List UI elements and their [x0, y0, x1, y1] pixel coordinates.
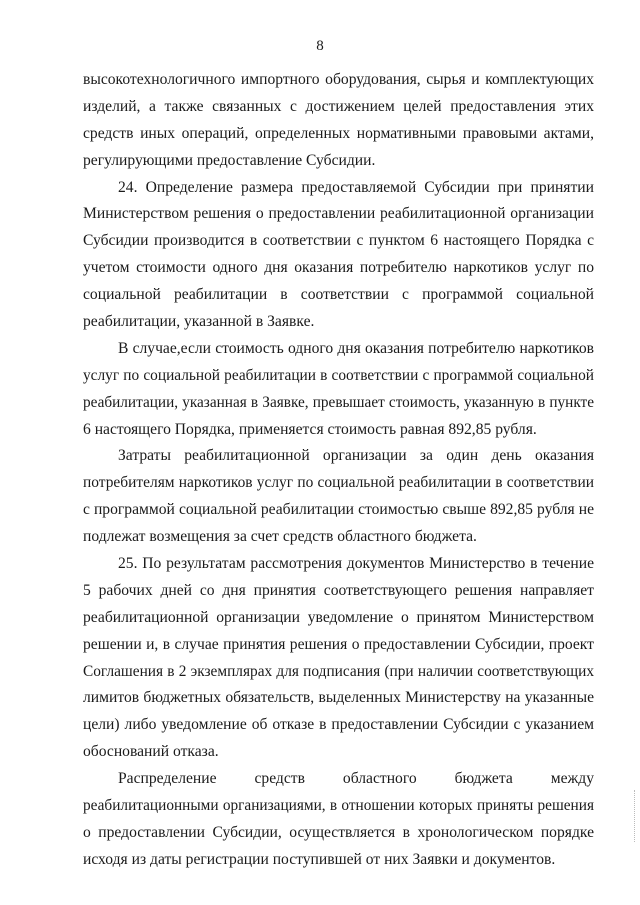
text-line: обоснований отказа. [83, 743, 219, 761]
text-line: реабилитационной организации уведомление о принятом Министерством [83, 608, 594, 626]
text-line: Министерством решения о предоставлении реабилитационной организации [83, 205, 594, 223]
text-line: реабилитации, указанной в Заявке. [83, 313, 315, 331]
scan-edge-mark [634, 790, 637, 842]
text-line: с программой социальной реабилитации стоимостью свыше 892,85 рубля не [83, 501, 594, 519]
text-line: исходя из даты регистрации поступившей от них Заявки и документов. [83, 850, 556, 868]
paragraph-distribution [83, 766, 594, 874]
document-body [83, 67, 594, 874]
text-line: Распределение средств областного бюджета между [118, 770, 594, 788]
text-line: высокотехнологичного импортного оборудования, сырья и комплектующих [83, 71, 594, 88]
text-line: 5 рабочих дней со дня принятия соответствующего решения направляет [83, 581, 594, 599]
text-line: 25. По результатам рассмотрения документов Министерство в течение [118, 555, 594, 573]
text-line: социальной реабилитации в соответствии с программой социальной [83, 286, 594, 304]
text-line: подлежат возмещения за счет средств областного бюджета. [83, 528, 477, 546]
text-line: 24. Определение размера предоставляемой Субсидии при принятии [118, 178, 594, 196]
text-line: реабилитации, указанная в Заявке, превышает стоимость, указанную в пункте [83, 393, 594, 411]
paragraph-continuation [83, 67, 594, 175]
text-line: услуг по социальной реабилитации в соответствии с программой социальной [83, 366, 594, 384]
text-line: Субсидии производится в соответствии с пунктом 6 настоящего Порядка с [83, 232, 594, 250]
text-line: лимитов бюджетных обязательств, выделенных Министерству на указанные [83, 689, 594, 707]
text-line: цели) либо уведомление об отказе в предоставлении Субсидии с указанием [83, 716, 594, 734]
text-line: учетом стоимости одного дня оказания потребителю наркотиков услуг по [83, 259, 594, 277]
text-line: В случае,если стоимость одного дня оказания потребителю наркотиков [118, 339, 594, 357]
text-line: о предоставлении Субсидии, осуществляется в хронологическом порядке [83, 823, 594, 841]
text-line: решении и, в случае принятия решения о предоставлении Субсидии, проект [83, 635, 594, 653]
text-line: изделий, а также связанных с достижением целей предоставления этих [83, 97, 594, 115]
text-line: средств иных операций, определенных нормативными правовыми актами, [83, 124, 594, 142]
page-number: 8 [316, 38, 324, 54]
paragraph-cost-exceeds [83, 336, 594, 444]
paragraph-item-24 [83, 175, 594, 336]
text-line: потребителям наркотиков услуг по социальной реабилитации в соответствии [83, 474, 594, 492]
text-line: Соглашения в 2 экземплярах для подписания (при наличии соответствующих [83, 662, 594, 680]
paragraph-item-25 [83, 551, 594, 766]
text-line: реабилитационными организациями, в отношении которых приняты решения [83, 797, 594, 815]
text-line: 6 настоящего Порядка, применяется стоимость равная 892,85 рубля. [83, 420, 537, 438]
text-line: Затраты реабилитационной организации за один день оказания [118, 447, 594, 465]
paragraph-expenses [83, 443, 594, 551]
text-line: регулирующими предоставление Субсидии. [83, 151, 376, 169]
